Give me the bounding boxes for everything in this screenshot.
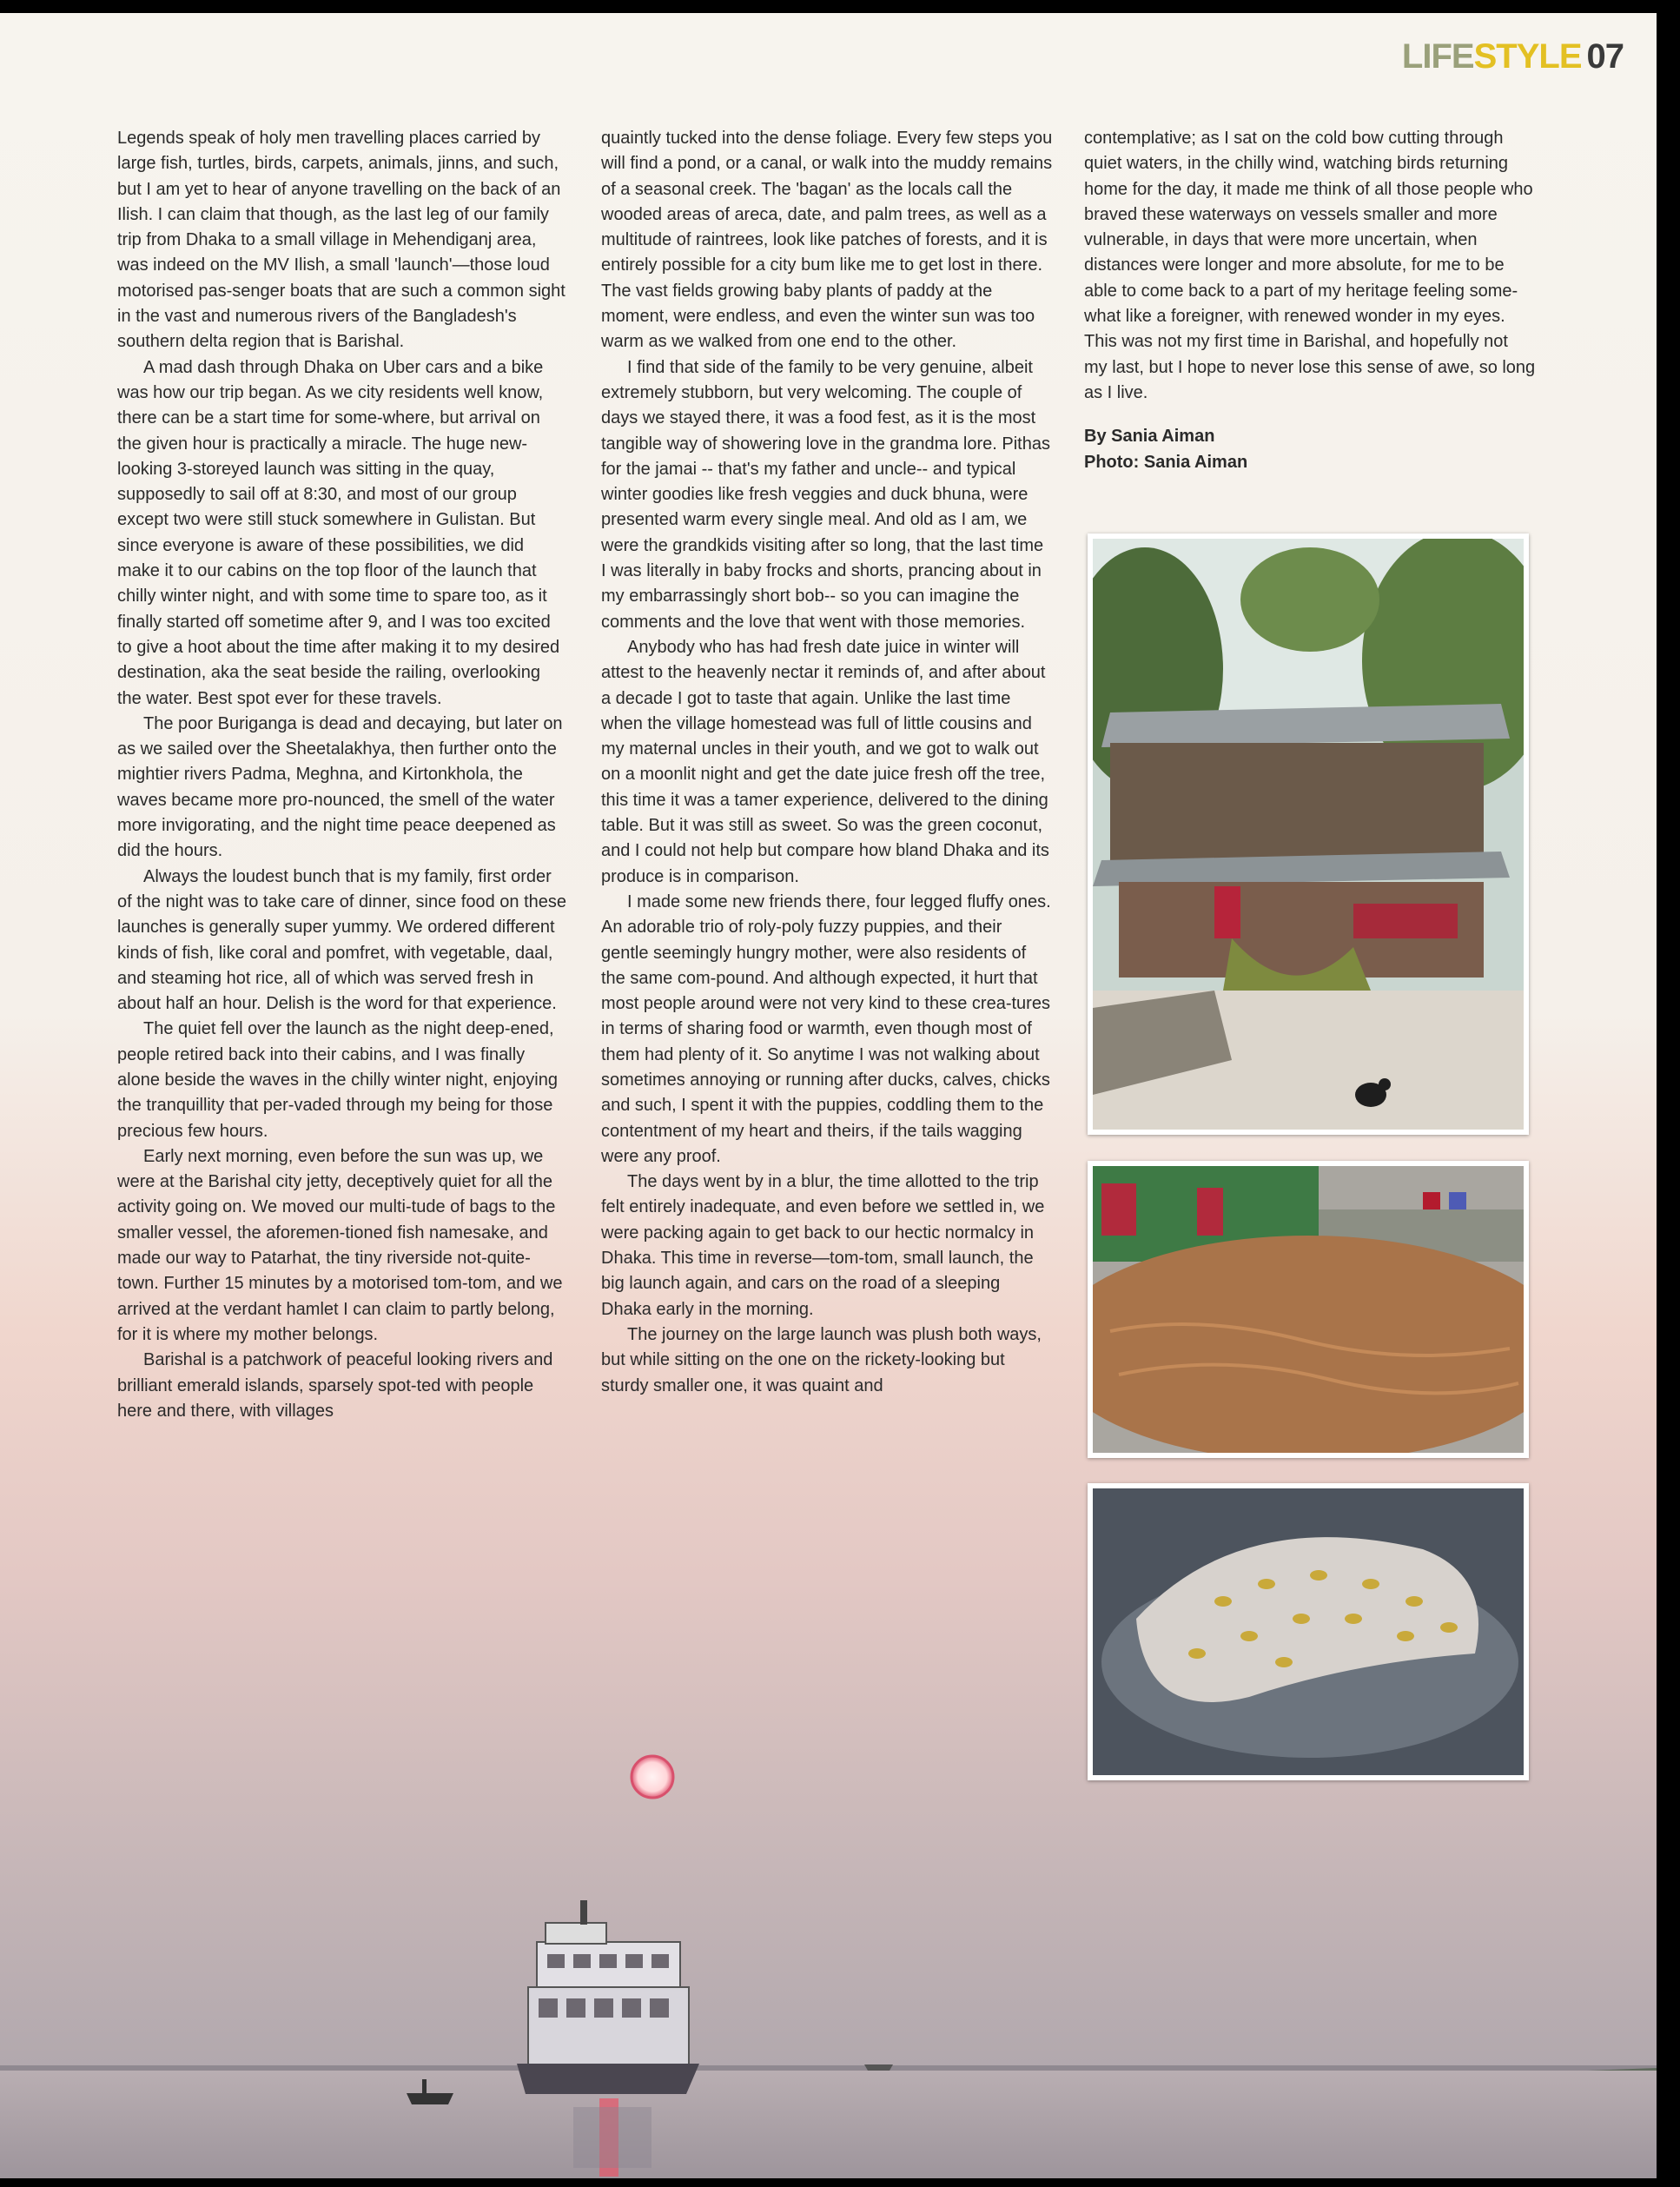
paragraph: contemplative; as I sat on the cold bow cutting through quiet waters, in the chilly wind, watching birds returning home for the day, it made me think of all those people who braved these waterways on vessels smaller and more vulnerable, in days that were more uncertain, when distances were longer and more absolute, for me to be able to come back to a part of my heritage feeling some-what like a foreigner, with renewed wonder in my eyes. This was not my first time in Barishal, and hopefully not my last, but I hope to never lose this sense of awe, so long as I live.: [1084, 129, 1536, 402]
photo-pitha: [1088, 1483, 1529, 1780]
sunset-river-scene: [0, 1716, 1657, 2178]
paragraph: The poor Buriganga is dead and decaying, but later on as we sailed over the Sheetalakhya, then further onto the mightier rivers Padma, Meghna, and Kirtonkhola, the waves became more pro-nounced, the smell of the water more invigorating, and the night time peace deepened as did the hours.: [117, 713, 563, 861]
paragraph: Barishal is a patchwork of peaceful looking rivers and brilliant emerald islands, sparsely spot-ted with people here and there, with villages: [117, 1350, 553, 1421]
small-boat: [864, 2064, 893, 2071]
paragraph: I find that side of the family to be very genuine, albeit extremely stubborn, but very welcoming. The couple of days we stayed there, it was a food fest, as it is the most tangible way of showering love in the grandma lore. Pithas for the jamai -- that's my father and uncle-- and typical winter goodies like fresh veggies and duck bhuna, were presented warm every single meal. And old as I am, we were the grandkids visiting after so long, that the last time I was literally in baby frocks and shorts, prancing about in my embarrassingly short bob-- so you can imagine the comments and the love that went with those memories.: [601, 357, 1050, 632]
paragraph: Legends speak of holy men travelling places carried by large fish, turtles, birds, carpets, animals, jinns, and such, but I am yet to hear of anyone travelling on the back of an Ilish. I can claim that though, as the last leg of our family trip from Dhaka to a small village in Mehendiganj area, was indeed on the MV Ilish, a small 'launch'—those loud motorised pas-senger boats that are such a common sight in the vast and numerous rivers of the Bangladesh's southern delta region that is Barishal.: [117, 129, 566, 352]
section-word-style: STYLE: [1473, 37, 1582, 76]
paragraph: Always the loudest bunch that is my family, first order of the night was to take care of dinner, since food on these launches is generally super yummy. We ordered different kinds of fish, like coral and pomfret, with vegetable, daal, and steaming hot rice, all of which was served fresh in about half an hour. Delish is the word for that experience.: [117, 866, 567, 1014]
paragraph: The journey on the large launch was plush both ways, but while sitting on the one on the rickety-looking but sturdy smaller one, it was quaint and: [601, 1324, 1042, 1395]
magazine-page: [0, 13, 1657, 2178]
photo-paddy-drying: [1088, 1161, 1529, 1458]
small-boat: [407, 2093, 453, 2104]
paragraph: The days went by in a blur, the time allotted to the trip felt entirely inadequate, and even before we settled in, we were packing again to get back to our hectic normalcy in Dhaka. This time in reverse—tom-tom, small launch, the big launch again, and cars on the road of a sleeping Dhaka early in the morning.: [601, 1172, 1045, 1319]
page-number: 07: [1586, 37, 1624, 76]
photo-village-house: [1088, 533, 1529, 1135]
byline: [1084, 423, 1536, 475]
author-credit: By Sania Aiman: [1084, 427, 1215, 447]
article-column-1: [117, 126, 569, 1424]
sun: [632, 1756, 673, 1798]
paragraph: I made some new friends there, four legged fluffy ones. An adorable trio of roly-poly fuzzy puppies, and their gentle seemingly hungry mother, were also residents of the same com-pound. And although expected, it hurt that most people around were not very kind to these crea-tures in terms of sharing food or warmth, even though most of them had plenty of it. So anytime I was not walking about sometimes annoying or running after ducks, calves, chicks and such, I spent it with the puppies, coddling them to the contentment of my heart and theirs, if the tails wagging were any proof.: [601, 891, 1051, 1166]
paragraph: A mad dash through Dhaka on Uber cars and a bike was how our trip began. As we city residents well know, there can be a start time for some-where, but arrival on the given hour is practically a miracle. The huge new-looking 3-storeyed launch was sitting in the quay, supposedly to sail off at 8:30, and most of our group except two were still stuck somewhere in Gulistan. But since everyone is aware of these possibilities, we did make it to our cabins on the top floor of the launch that chilly winter night, and with some time to spare too, as it finally started off sometime after 9, and I was too excited to give a hoot about the time after making it to my desired destination, aka the seat beside the railing, overlooking the water. Best spot ever for these travels.: [117, 357, 560, 708]
photo-credit: Photo: Sania Aiman: [1084, 453, 1248, 473]
section-word-life: LIFE: [1401, 37, 1474, 76]
paragraph: The quiet fell over the launch as the night deep-ened, people retired back into their cabins, and I was finally alone beside the waves in the chilly winter night, enjoying the tranquillity that per-vaded through my being for those precious few hours.: [117, 1019, 558, 1141]
section-header: [1402, 39, 1624, 74]
paragraph: Anybody who has had fresh date juice in winter will attest to the heavenly nectar it reminds of, and after about a decade I got to taste that again. Unlike the last time when the village homestead was full of little cousins and my maternal uncles in their youth, and we got to walk out on a moonlit night and get the date juice fresh off the tree, this time it was a tamer experience, delivered to the dining table. But it was still as sweet. So was the green coconut, and I could not help but compare how bland Dhaka and its produce is in comparison.: [601, 637, 1049, 886]
article-column-3: [1084, 126, 1536, 475]
article-column-2: [601, 126, 1053, 1399]
paragraph: Early next morning, even before the sun was up, we were at the Barishal city jetty, deceptively quiet for all the activity going on. We moved our multi-tude of bags to the smaller vessel, the aforemen-tioned fish namesake, and made our way to Patarhat, the tiny riverside not-quite-town. Further 15 minutes by a motorised tom-tom, and we arrived at the verdant hamlet I can claim to partly belong, for it is where my mother belongs.: [117, 1146, 563, 1344]
paragraph: quaintly tucked into the dense foliage. Every few steps you will find a pond, or a canal, or walk into the muddy remains of a seasonal creek. The 'bagan' as the locals call the wooded areas of areca, date, and palm trees, as well as a multitude of raintrees, look like patches of forests, and it is entirely possible for a city bum like me to get lost in there. The vast fields growing baby plants of paddy at the moment, were endless, and even the winter sun was too warm as we walked from one end to the other.: [601, 129, 1053, 352]
